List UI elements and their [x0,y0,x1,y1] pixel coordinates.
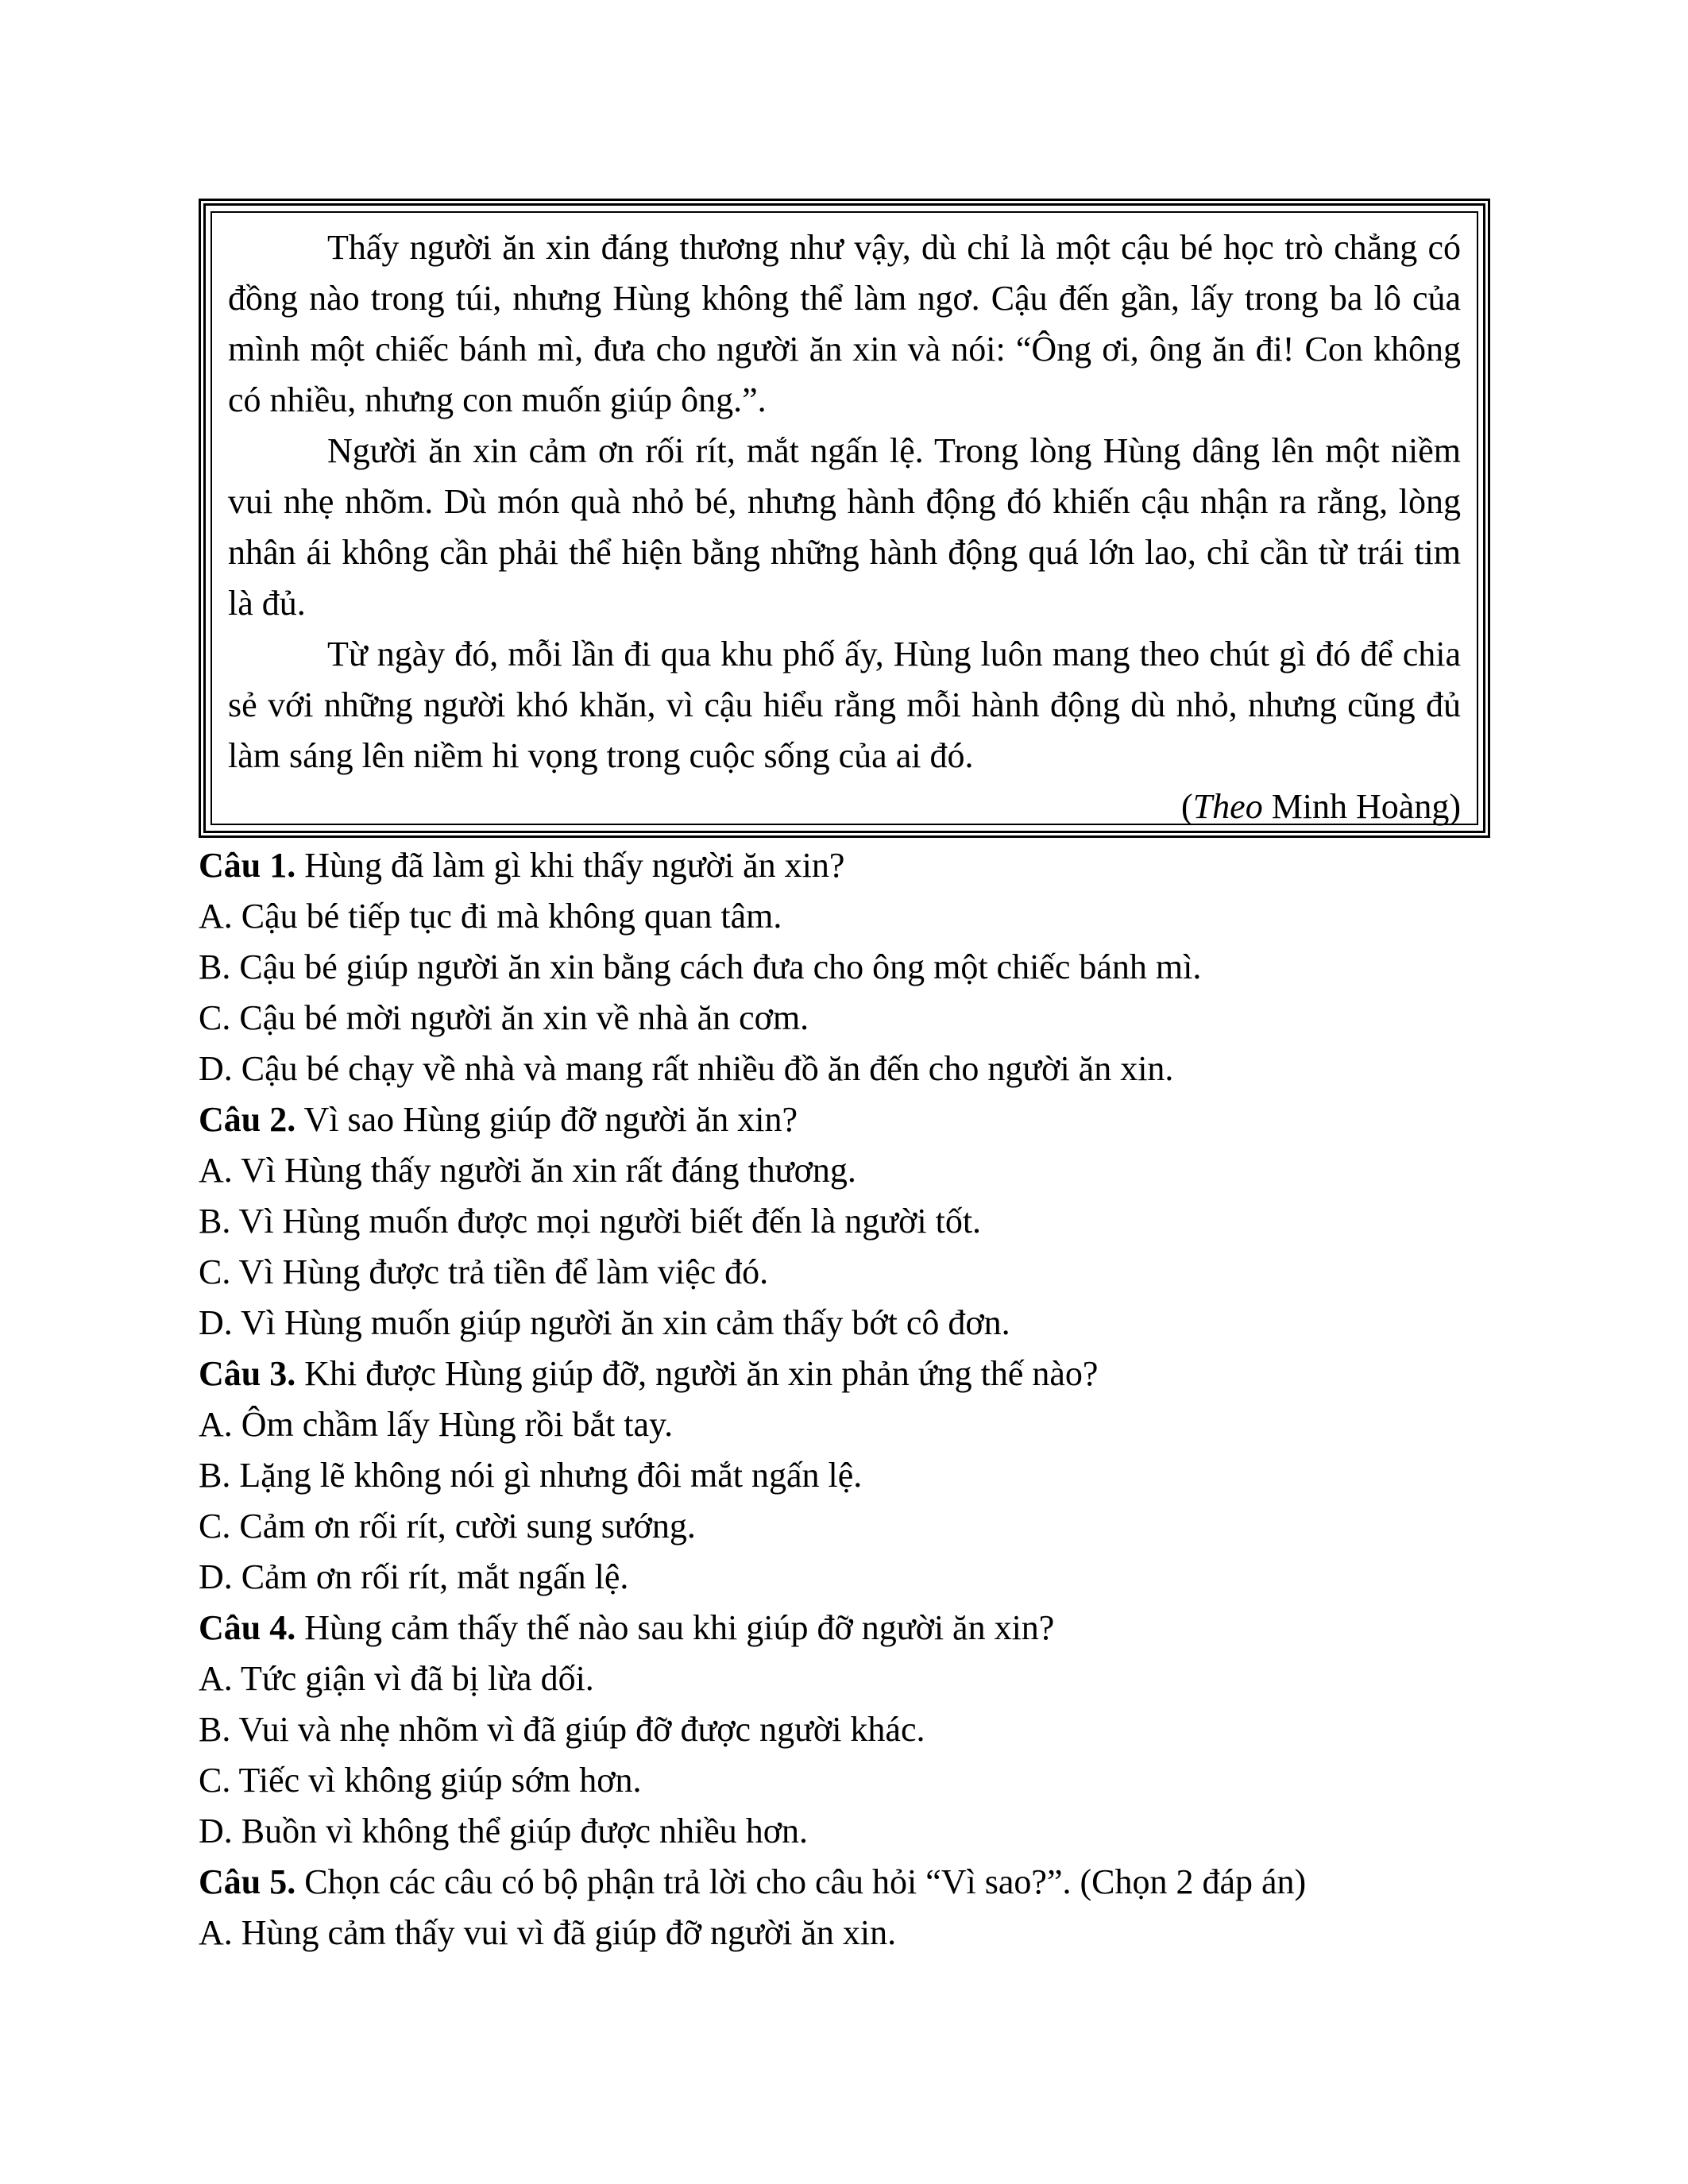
question-3-option-a: A. Ôm chầm lấy Hùng rồi bắt tay. [199,1405,674,1444]
question-3-option-c: C. Cảm ơn rối rít, cười sung sướng. [199,1507,696,1545]
question-list [199,840,1490,1958]
source-theo: Theo [1192,787,1263,826]
question-2-stem [199,1094,1490,1145]
question-1-stem [199,840,1490,891]
question-number: Câu 4. [199,1608,296,1647]
question-2-option-b: B. Vì Hùng muốn được mọi người biết đến là người tốt. [199,1202,982,1241]
question-number: Câu 2. [199,1100,296,1139]
passage-source [228,781,1461,832]
source-open: ( [1181,787,1193,826]
question-number: Câu 5. [199,1862,296,1901]
question-text: Hùng cảm thấy thế nào sau khi giúp đỡ người ăn xin? [295,1608,1055,1647]
question-4-option-c: C. Tiếc vì không giúp sớm hơn. [199,1761,642,1800]
question-2-option-a: A. Vì Hùng thấy người ăn xin rất đáng thương. [199,1151,856,1190]
question-2-option-c: C. Vì Hùng được trả tiền để làm việc đó. [199,1252,769,1291]
question-4-option-a: A. Tức giận vì đã bị lừa dối. [199,1659,594,1698]
reading-passage-inner [211,211,1478,825]
question-5-stem [199,1857,1490,1908]
passage-paragraph: Người ăn xin cảm ơn rối rít, mắt ngấn lệ. Trong lòng Hùng dâng lên một niềm vui nhẹ nhõm. Dù món quà nhỏ bé, nhưng hành động đó khiến cậu nhận ra rằng, lòng nhân ái không cần phải thể hiện bằng những hành động quá lớn lao, chỉ cần từ trái tim là đủ. [228,431,1461,623]
source-author: Minh Hoàng) [1262,787,1461,826]
question-text: Hùng đã làm gì khi thấy người ăn xin? [295,846,845,885]
question-3-option-b: B. Lặng lẽ không nói gì nhưng đôi mắt ngấn lệ. [199,1456,863,1495]
question-1-option-a: A. Cậu bé tiếp tục đi mà không quan tâm. [199,897,782,936]
passage-paragraph: Thấy người ăn xin đáng thương như vậy, dù chỉ là một cậu bé học trò chẳng có đồng nào trong túi, nhưng Hùng không thể làm ngơ. Cậu đến gần, lấy trong ba lô của mình một chiếc bánh mì, đưa cho người ăn xin và nói: “Ông ơi, ông ăn đi! Con không có nhiều, nhưng con muốn giúp ông.”. [228,228,1461,419]
question-4-option-b: B. Vui và nhẹ nhõm vì đã giúp đỡ được người khác. [199,1710,925,1749]
question-3-option-d: D. Cảm ơn rối rít, mắt ngấn lệ. [199,1557,629,1596]
passage-paragraph: Từ ngày đó, mỗi lần đi qua khu phố ấy, Hùng luôn mang theo chút gì đó để chia sẻ với những người khó khăn, vì cậu hiểu rằng mỗi hành động dù nhỏ, nhưng cũng đủ làm sáng lên niềm hi vọng trong cuộc sống của ai đó. [228,635,1461,775]
question-1-option-c: C. Cậu bé mời người ăn xin về nhà ăn cơm. [199,998,809,1037]
question-text: Chọn các câu có bộ phận trả lời cho câu hỏi “Vì sao?”. (Chọn 2 đáp án) [295,1862,1307,1901]
question-text: Khi được Hùng giúp đỡ, người ăn xin phản ứng thế nào? [295,1354,1099,1393]
question-2-option-d: D. Vì Hùng muốn giúp người ăn xin cảm thấy bớt cô đơn. [199,1303,1010,1342]
question-1-option-b: B. Cậu bé giúp người ăn xin bằng cách đưa cho ông một chiếc bánh mì. [199,947,1202,986]
question-5-option-a: A. Hùng cảm thấy vui vì đã giúp đỡ người ăn xin. [199,1913,897,1952]
reading-passage-box [199,199,1490,838]
question-1-option-d: D. Cậu bé chạy về nhà và mang rất nhiều đồ ăn đến cho người ăn xin. [199,1049,1174,1088]
question-number: Câu 3. [199,1354,296,1393]
question-number: Câu 1. [199,846,296,885]
question-text: Vì sao Hùng giúp đỡ người ăn xin? [295,1100,798,1139]
question-3-stem [199,1349,1490,1399]
question-4-stem [199,1603,1490,1653]
question-4-option-d: D. Buồn vì không thể giúp được nhiều hơn. [199,1812,808,1850]
